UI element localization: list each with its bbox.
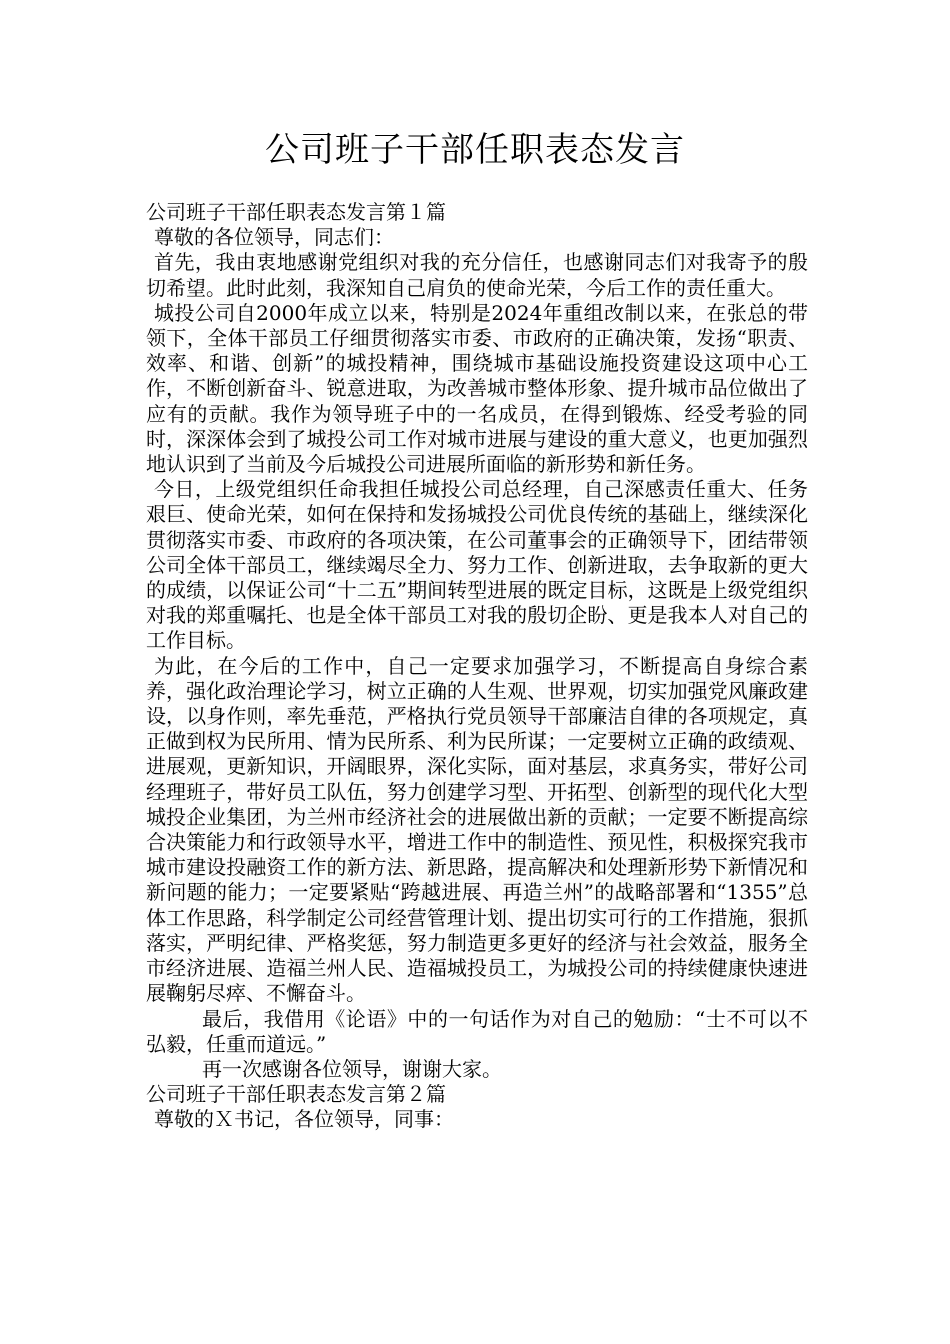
paragraph-1: 首先，我由衷地感谢党组织对我的充分信任，也感谢同志们对我寄予的殷切希望。此时此刻，我深知自己肩负的使命光荣，今后工作的责任重大。: [146, 250, 808, 300]
salutation-2: 尊敬的Ｘ书记，各位领导，同事：: [154, 1107, 454, 1132]
document-body: [146, 200, 808, 1133]
section-heading-1: 公司班子干部任职表态发言第１篇: [146, 200, 446, 224]
closing-paragraph-1: 最后，我借用《论语》中的一句话作为对自己的勉励：“士不可以不弘毅，任重而道远。”: [146, 1006, 808, 1056]
paragraph-4: 为此，在今后的工作中，自己一定要求加强学习，不断提高自身综合素养，强化政治理论学习，树立正确的人生观、世界观，切实加强党风廉政建设，以身作则，率先垂范，严格执行党员领导干部廉洁自律的各项规定，真正做到权为民所用、情为民所系、利为民所谋；一定要树立正确的政绩观、进展观，更新知识，开阔眼界，深化实际，面对基层，求真务实，带好公司经理班子，带好员工队伍，努力创建学习型、开拓型、创新型的现代化大型城投企业集团，为兰州市经济社会的进展做出新的贡献；一定要不断提高综合决策能力和行政领导水平，增进工作中的制造性、预见性，积极探究我市城市建设投融资工作的新方法、新思路，提高解决和处理新形势下新情况和新问题的能力；一定要紧贴“跨越进展、再造兰州”的战略部署和“1355”总体工作思路，科学制定公司经营管理计划、提出切实可行的工作措施，狠抓落实，严明纪律、严格奖惩，努力制造更多更好的经济与社会效益，服务全市经济进展、造福兰州人民、造福城投员工，为城投公司的持续健康快速进展鞠躬尽瘁、不懈奋斗。: [146, 653, 808, 1006]
paragraph-2: 城投公司自2000年成立以来，特别是2024年重组改制以来，在张总的带领下，全体干部员工仔细贯彻落实市委、市政府的正确决策，发扬“职责、效率、和谐、创新”的城投精神，围绕城市基础设施投资建设这项中心工作，不断创新奋斗、锐意进取，为改善城市整体形象、提升城市品位做出了应有的贡献。我作为领导班子中的一名成员，在得到锻炼、经受考验的同时，深深体会到了城投公司工作对城市进展与建设的重大意义，也更加强烈地认识到了当前及今后城投公司进展所面临的新形势和新任务。: [146, 300, 808, 477]
closing-paragraph-2: 再一次感谢各位领导，谢谢大家。: [202, 1056, 502, 1081]
document-title: 公司班子干部任职表态发言: [265, 130, 685, 170]
salutation-1: 尊敬的各位领导，同志们：: [154, 225, 394, 250]
section-heading-2: 公司班子干部任职表态发言第２篇: [146, 1082, 446, 1107]
paragraph-3: 今日，上级党组织任命我担任城投公司总经理，自己深感责任重大、任务艰巨、使命光荣，如何在保持和发扬城投公司优良传统的基础上，继续深化贯彻落实市委、市政府的各项决策，在公司董事会的正确领导下，团结带领公司全体干部员工，继续竭尽全力、努力工作、创新进取，去争取新的更大的成绩，以保证公司“十二五”期间转型进展的既定目标，这既是上级党组织对我的郑重嘱托、也是全体干部员工对我的殷切企盼、更是我本人对自己的工作目标。: [146, 477, 808, 653]
